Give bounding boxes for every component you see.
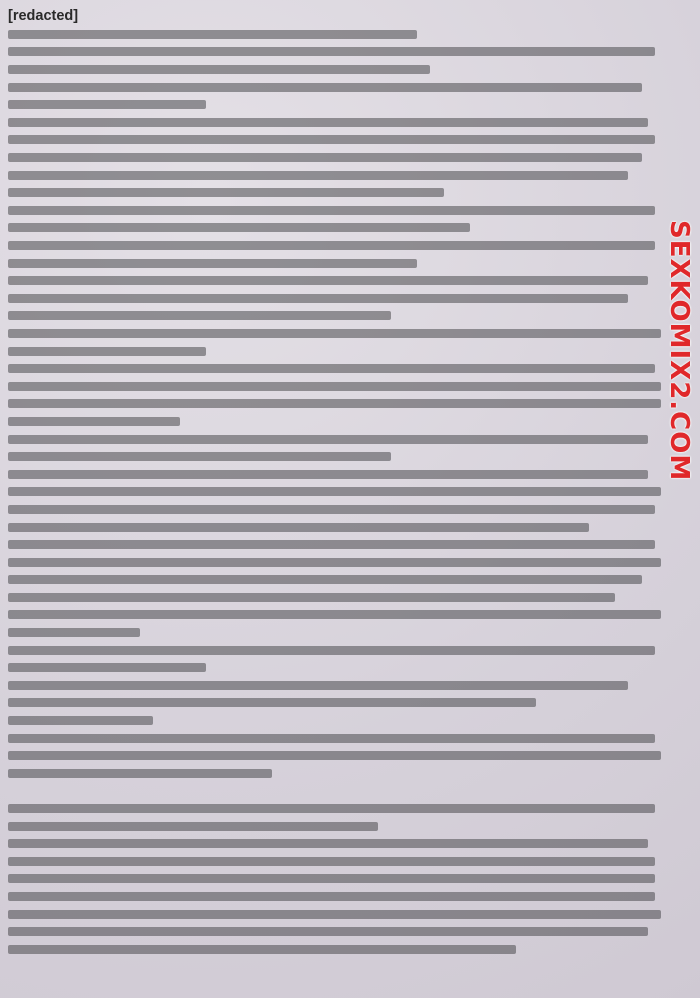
text-line (8, 307, 668, 325)
redaction-bar (8, 259, 417, 268)
text-line (8, 923, 668, 941)
text-line (8, 729, 668, 747)
text-line (8, 659, 668, 677)
redaction-bar (8, 241, 655, 250)
redaction-bar (8, 558, 661, 567)
text-line (8, 272, 668, 290)
text-lines (8, 26, 668, 958)
text-line (8, 536, 668, 554)
redaction-bar (8, 188, 444, 197)
redaction-bar (8, 698, 536, 707)
redaction-bar (8, 153, 642, 162)
redaction-bar (8, 910, 661, 919)
text-line (8, 395, 668, 413)
text-line (8, 325, 668, 343)
text-line (8, 290, 668, 308)
text-line (8, 641, 668, 659)
text-line (8, 465, 668, 483)
redaction-bar (8, 751, 661, 760)
redaction-bar (8, 30, 417, 39)
text-line (8, 78, 668, 96)
text-line (8, 483, 668, 501)
text-line (8, 553, 668, 571)
text-line (8, 747, 668, 765)
text-line (8, 149, 668, 167)
text-line (8, 430, 668, 448)
redaction-bar (8, 435, 648, 444)
redaction-bar (8, 892, 655, 901)
text-line (8, 96, 668, 114)
redaction-bar (8, 206, 655, 215)
text-line (8, 61, 668, 79)
redaction-bar (8, 593, 615, 602)
redaction-bar (8, 470, 648, 479)
text-line (8, 571, 668, 589)
text-line (8, 360, 668, 378)
document-body (8, 8, 668, 958)
redaction-bar (8, 505, 655, 514)
redaction-bar (8, 399, 661, 408)
text-line (8, 202, 668, 220)
redaction-bar (8, 347, 206, 356)
redaction-bar (8, 663, 206, 672)
redaction-bar (8, 294, 628, 303)
text-line (8, 342, 668, 360)
redaction-bar (8, 417, 180, 426)
text-line (8, 166, 668, 184)
text-line (8, 589, 668, 607)
redaction-bar (8, 311, 391, 320)
text-line (8, 940, 668, 958)
redaction-bar (8, 47, 655, 56)
redaction-bar (8, 839, 648, 848)
redaction-bar (8, 822, 378, 831)
text-line (8, 518, 668, 536)
redaction-bar (8, 610, 661, 619)
redaction-bar (8, 734, 655, 743)
text-line (8, 800, 668, 818)
redaction-bar (8, 135, 655, 144)
redaction-note: [redacted] (8, 8, 79, 24)
redaction-bar (8, 65, 430, 74)
redaction-bar (8, 118, 648, 127)
text-line (8, 184, 668, 202)
text-line (8, 219, 668, 237)
blank-line (8, 782, 668, 800)
redaction-bar (8, 487, 661, 496)
text-line (8, 114, 668, 132)
text-line (8, 624, 668, 642)
text-line (8, 377, 668, 395)
text-line (8, 26, 668, 44)
redaction-bar (8, 223, 470, 232)
text-line (8, 501, 668, 519)
watermark-logo: SEXKOMIX2.COM (664, 220, 694, 482)
text-line (8, 413, 668, 431)
redaction-bar (8, 171, 628, 180)
text-line (8, 835, 668, 853)
text-line (8, 254, 668, 272)
text-line (8, 237, 668, 255)
redaction-bar (8, 364, 655, 373)
redaction-bar (8, 382, 661, 391)
redaction-bar (8, 523, 589, 532)
text-line (8, 606, 668, 624)
text-line (8, 712, 668, 730)
redaction-bar (8, 540, 655, 549)
redaction-bar (8, 945, 516, 954)
text-line (8, 765, 668, 783)
redaction-bar (8, 927, 648, 936)
redaction-bar (8, 646, 655, 655)
redaction-bar (8, 681, 628, 690)
text-line (8, 694, 668, 712)
text-line (8, 905, 668, 923)
redaction-bar (8, 874, 655, 883)
redaction-bar (8, 804, 655, 813)
text-line (8, 817, 668, 835)
text-line (8, 870, 668, 888)
redaction-bar (8, 100, 206, 109)
redaction-bar (8, 276, 648, 285)
redaction-bar (8, 857, 655, 866)
redaction-bar (8, 329, 661, 338)
text-line (8, 131, 668, 149)
text-line (8, 43, 668, 61)
text-line (8, 853, 668, 871)
text-line (8, 888, 668, 906)
redaction-bar (8, 716, 153, 725)
text-line (8, 448, 668, 466)
redaction-bar (8, 575, 642, 584)
text-line (8, 677, 668, 695)
redaction-bar (8, 452, 391, 461)
redaction-bar (8, 83, 642, 92)
redaction-bar (8, 628, 140, 637)
redaction-bar (8, 769, 272, 778)
